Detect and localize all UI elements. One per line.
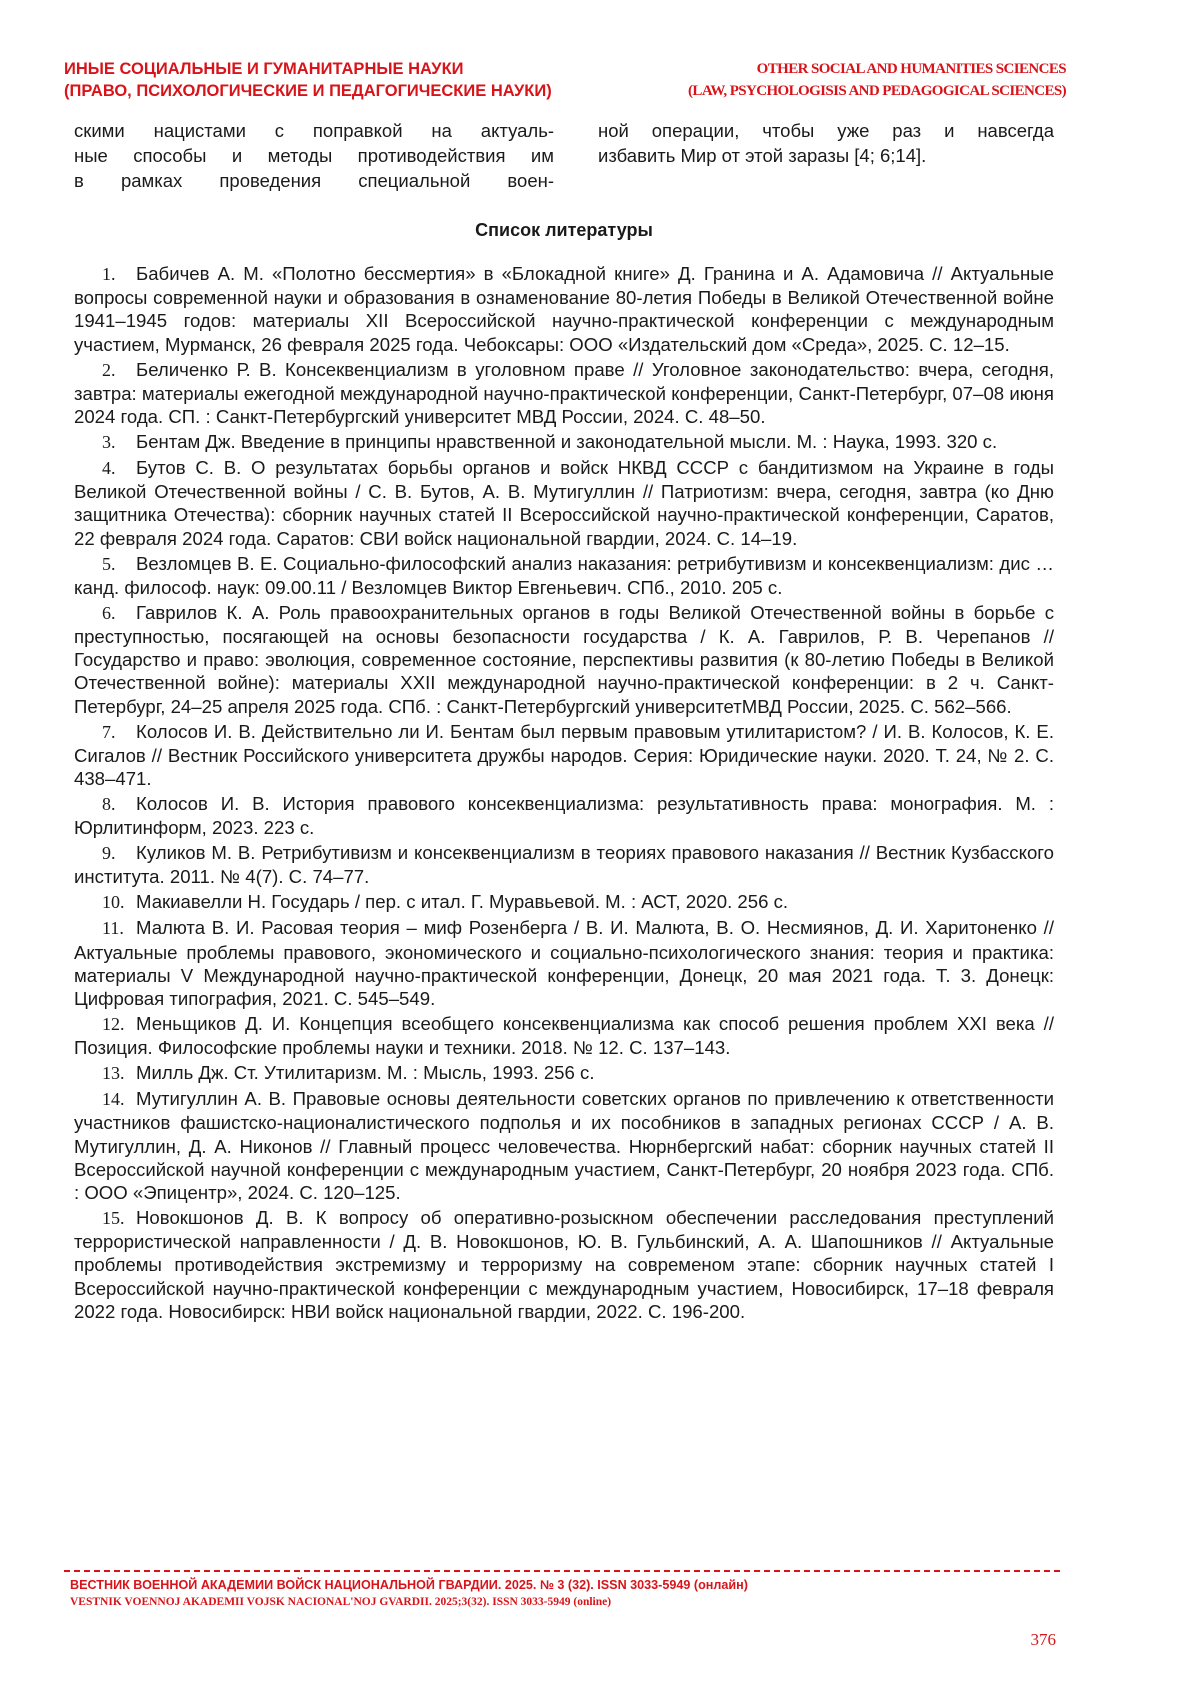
reference-text: Бабичев А. М. «Полотно бессмертия» в «Блокадной книге» Д. Гранина и А. Адамовича // Актуальные вопросы современной науки и образования в ознаменование 80-летия Победы в Великой Отечественной войне 1941–1945 годов: материалы XII Всероссийской научно-практической конференции с международным участием, Мурманск, 26 февраля 2025 года. Чебоксары: ООО «Издательский дом «Среда», 2025. С. 12–15. [74,263,1054,355]
reference-number: 4. [102,458,116,479]
reference-number: 2. [102,359,116,380]
reference-item [74,262,1054,356]
page-number: 376 [1030,1630,1056,1649]
reference-item [74,456,1054,550]
reference-text: Колосов И. В. Действительно ли И. Бентам был первым правовым утилитаристом? / И. В. Колосов, К. Е. Сигалов // Вестник Российского университета дружбы народов. Серия: Юридические науки. 2020. Т. 24, № 2. С. 438–471. [74,720,1054,790]
reference-number: 1. [102,264,116,284]
reference-item [74,552,1054,599]
reference-text: Малюта В. И. Расовая теория – миф Розенберга / В. И. Малюта, В. О. Несмиянов, Д. И. Харитоненко // Актуальные проблемы правового, экономического и социально-психологического знания: теория и практика: материалы V Международной научно-практической конференции, Донецк, 20 мая 2021 года. Т. 3. Донецк: Цифровая типография, 2021. С. 545–549. [74,917,1054,1010]
reference-number: 10. [102,892,125,913]
reference-number: 7. [102,721,116,742]
reference-item [74,792,1054,839]
body-text-right-column [598,118,1054,168]
section-title-ru: ИНЫЕ СОЦИАЛЬНЫЕ И ГУМАНИТАРНЫЕ НАУКИ [64,60,464,78]
body-line: избавить Мир от этой заразы [4; 6;14]. [598,145,927,166]
reference-text: Макиавелли Н. Государь / пер. с итал. Г. Муравьевой. М. : АСТ, 2020. 256 с. [136,891,789,913]
reference-number: 14. [102,1089,125,1110]
section-title-en: OTHER SOCIAL AND HUMANITIES SCIENCES [756,61,1066,77]
reference-item [74,1087,1054,1204]
reference-text: Куликов М. В. Ретрибутивизм и консеквенциализм в теориях правового наказания // Вестник Кузбасского института. 2011. № 4(7). С. 74–77. [74,842,1054,888]
reference-number: 13. [102,1063,125,1084]
reference-item [74,430,1054,454]
bibliography-list [74,262,1054,1325]
reference-item [74,916,1054,1010]
reference-text: Меньщиков Д. И. Концепция всеобщего консеквенциализма как способ решения проблем XXI века // Позиция. Философские проблемы науки и техники. 2018. № 12. С. 137–143. [74,1013,1054,1059]
reference-number: 15. [102,1208,125,1229]
bibliography-title: Список литературы [475,220,653,240]
body-line: ной операции, чтобы уже раз и навсегда [598,120,1054,141]
footer-journal-ru: ВЕСТНИК ВОЕННОЙ АКАДЕМИИ ВОЙСК НАЦИОНАЛЬНОЙ ГВАРДИИ. 2025. № 3 (32). ISSN 3033-5949 (онлайн) [70,1578,748,1592]
reference-number: 6. [102,602,116,623]
reference-number: 8. [102,794,116,815]
reference-item [74,1012,1054,1059]
reference-item [74,601,1054,718]
body-line: ные способы и методы противодействия им [74,145,554,166]
reference-text: Беличенко Р. В. Консеквенциализм в уголовном праве // Уголовное законодательство: вчера, сегодня, завтра: материалы ежегодной международной научно-практической конференции, Санкт-Петербург, 07–08 июня 2024 года. СП. : Санкт-Петербургский университет МВД России, 2024. С. 48–50. [74,358,1054,428]
reference-text: Колосов И. В. История правового консеквенциализма: результативность права: монография. М. : Юрлитинформ, 2023. 223 с. [74,793,1054,839]
reference-item [74,720,1054,791]
reference-text: Бутов С. В. О результатах борьбы органов и войск НКВД СССР с бандитизмом на Украине в годы Великой Отечественной войны / С. В. Бутов, А. В. Мутигуллин // Патриотизм: вчера, сегодня, завтра (ко Дню защитника Отечества): сборник научных статей II Всероссийской научно-практической конференции, Саратов, 22 февраля 2024 года. Саратов: СВИ войск национальной гвардии, 2024. С. 14–19. [74,457,1054,549]
reference-item [74,1206,1054,1323]
reference-text: Везломцев В. Е. Социально-философский анализ наказания: ретрибутивизм и консеквенциализм: дис … канд. философ. наук: 09.00.11 / Везломцев Виктор Евгеньевич. СПб., 2010. 205 с. [74,552,1054,598]
reference-text: Гаврилов К. А. Роль правоохранительных органов в годы Великой Отечественной войны в борьбе с преступностью, посягающей на основы безопасности государства / К. А. Гаврилов, Р. В. Черепанов // Государство и право: эволюция, современное состояние, перспективы развития (к 80-летию Победы в Великой Отечественной войне): материалы XXII международной научно-практической конференции: в 2 ч. Санкт-Петербург, 24–25 апреля 2025 года. СПб. : Санкт-Петербургский университетМВД России, 2025. С. 562–566. [74,601,1054,717]
reference-text: Новокшонов Д. В. К вопросу об оперативно-розыскном обеспечении расследования преступлений террористической направленности / Д. В. Новокшонов, Ю. В. Гульбинский, А. А. Шапошников // Актуальные проблемы противодействия экстремизму и терроризму на современом этапе: сборник научных статей I Всероссийской научно-практической конференции с международным участием, Новосибирск, 17–18 февраля 2022 года. Новосибирск: НВИ войск национальной гвардии, 2022. С. 196-200. [74,1207,1054,1322]
reference-number: 3. [102,432,116,453]
reference-item [74,841,1054,888]
journal-section-header-en [506,58,1066,102]
reference-item [74,358,1054,429]
body-line: скими нацистами с поправкой на актуаль- [74,120,554,141]
reference-number: 11. [102,918,124,939]
body-line: в рамках проведения специальной воен- [74,170,554,191]
reference-text: Бентам Дж. Введение в принципы нравственной и законодательной мысли. М. : Наука, 1993. 320 с. [136,431,998,453]
footer-journal-en: VESTNIK VOENNOJ AKADEMII VOJSK NACIONAL'NOJ GVARDII. 2025;3(32). ISSN 3033-5949 (online) [70,1596,612,1608]
reference-number: 12. [102,1014,125,1035]
section-subtitle-en: (LAW, PSYCHOLOGISIS AND PEDAGOGICAL SCIENCES) [688,83,1066,99]
reference-number: 5. [102,553,116,574]
reference-number: 9. [102,843,116,864]
reference-item [74,890,1054,914]
section-subtitle-ru: (ПРАВО, ПСИХОЛОГИЧЕСКИЕ И ПЕДАГОГИЧЕСКИЕ НАУКИ) [64,82,552,100]
reference-item [74,1061,1054,1085]
reference-text: Милль Дж. Ст. Утилитаризм. М. : Мысль, 1993. 256 с. [136,1062,595,1084]
footer-divider [64,1570,1060,1572]
body-text-left-column [74,118,554,193]
reference-text: Мутигуллин А. В. Правовые основы деятельности советских органов по привлечению к ответственности участников фашистско-националистического подполья и их пособников в западных регионах СССР / А. В. Мутигуллин, Д. А. Никонов // Главный процесс человечества. Нюрнбергский набат: сборник научных статей II Всероссийской научной конференции с международным участием, Санкт-Петербург, 20 ноября 2023 года. СПб. : ООО «Эпицентр», 2024. С. 120–125. [74,1088,1054,1204]
